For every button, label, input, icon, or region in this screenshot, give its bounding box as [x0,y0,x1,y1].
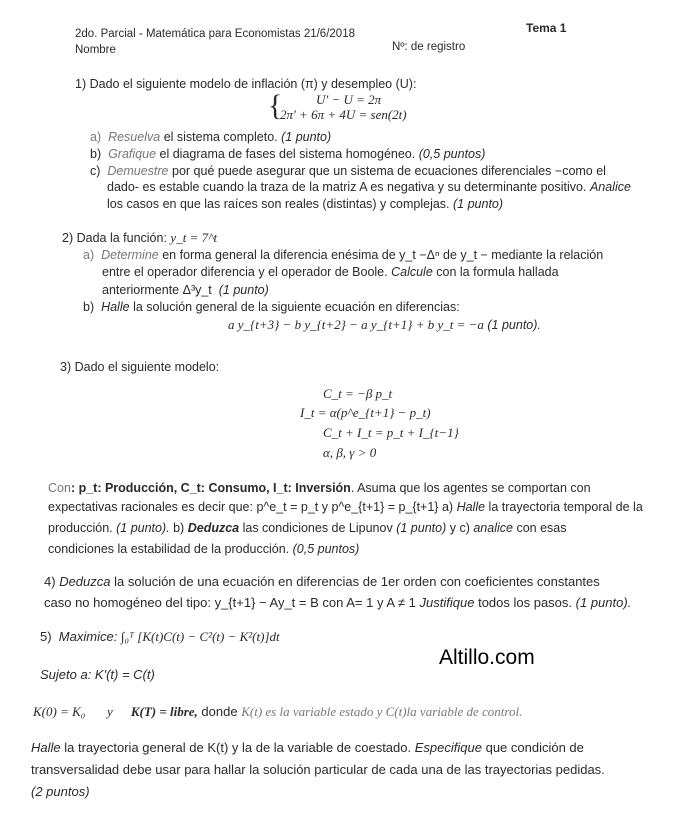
q2-item-a-line2: entre el operador diferencia y el operador de Boole. Calcule con la formula hallada [102,265,559,279]
q2-item-b-eq: a y_{t+3} − b y_{t+2} − a y_{t+1} + b y_t = −a (1 punto). [228,317,541,332]
q3-eq1: C_t = −β p_t [323,386,393,401]
q2-item-a-line3: anteriormente Δ³y_t (1 punto) [102,283,269,297]
q3-para-line3: producción. (1 punto). b) Deduzca las condiciones de Lipunov (1 punto) y c) analice con esas [48,521,567,535]
q3-eq2: I_t = α(p^e_{t+1} − p_t) [300,405,431,420]
q3-para-line2: expectativas racionales es decir que: p^e_t = p_t y p^e_{t+1} = p_{t+1} a) Halle la trayectoria temporal de la [48,500,643,514]
q1-item-c-line2: dado- es estable cuando la traza de la matriz A es negativa y su determinante positivo. Analice [107,180,631,194]
q3-eq3: C_t + I_t = p_t + I_{t−1} [323,425,459,440]
q1-item-a: a) Resuelva el sistema completo. (1 punto) [90,130,332,144]
q5-maximize: 5) Maximice: ∫₀ᵀ [K(t)C(t) − C²(t) − K²(t)]dt [40,629,280,644]
registro-label: Nº: de registro [392,41,466,53]
q3-para-line1: Con: p_t: Producción, C_t: Consumo, I_t: Inversión. Asuma que los agentes se comportan con [48,481,591,495]
q5-subject: Sujeto a: K'(t) = C(t) [40,667,155,682]
q1-item-c-line3: los casos en que las raíces son reales (distintas) y complejas. (1 punto) [107,197,504,211]
q3-para-line4: condiciones la estabilidad de la producción. (0,5 puntos) [48,542,360,556]
q3-title: 3) Dado el siguiente modelo: [60,360,220,374]
q2-item-b: b) Halle la solución general de la siguiente ecuación en diferencias: [83,300,460,314]
name-label: Nombre [75,44,116,56]
q1-item-c: c) Demuestre por qué puede asegurar que un sistema de ecuaciones diferenciales −como el [90,164,606,178]
q4-line2: caso no homogéneo del tipo: y_{t+1} − Ay_t = B con A= 1 y A ≠ 1 Justifique todos los pasos. (1 punto). [44,595,632,610]
watermark: Altillo.com [439,646,535,669]
q1-eq2: 2π' + 6π + 4U = sen(2t) [280,107,407,122]
q3-eq4: α, β, γ > 0 [323,445,377,460]
q2-item-a: a) Determine en forma general la diferencia enésima de y_t −Δⁿ de y_t − mediante la relación [83,248,604,262]
q5-final-line1: Halle la trayectoria general de K(t) y la de la variable de coestado. Especifique que condición de [31,740,584,755]
q1-eq1: U' − U = 2π [316,92,382,107]
q5-conditions: K(0) = K₀ y K(T) = libre, donde K(t) es la variable estado y C(t)la variable de control. [33,704,523,719]
course-header: 2do. Parcial - Matemática para Economistas 21/6/2018 [75,28,355,40]
tema-label: Tema 1 [526,21,567,35]
q1-item-b: b) Grafique el diagrama de fases del sistema homogéneo. (0,5 puntos) [90,147,486,161]
q2-title: 2) Dada la función: y_t = 7^t [62,230,218,245]
q5-points: (2 puntos) [31,784,90,799]
q5-final-line2: transversalidad debe usar para hallar la solución particular de cada una de las trayectorias pedidas. [31,762,605,777]
q1-title: 1) Dado el siguiente modelo de inflación (π) y desempleo (U): [75,77,417,91]
q4-line1: 4) Deduzca la solución de una ecuación en diferencias de 1er orden con coeficientes constantes [44,574,600,589]
